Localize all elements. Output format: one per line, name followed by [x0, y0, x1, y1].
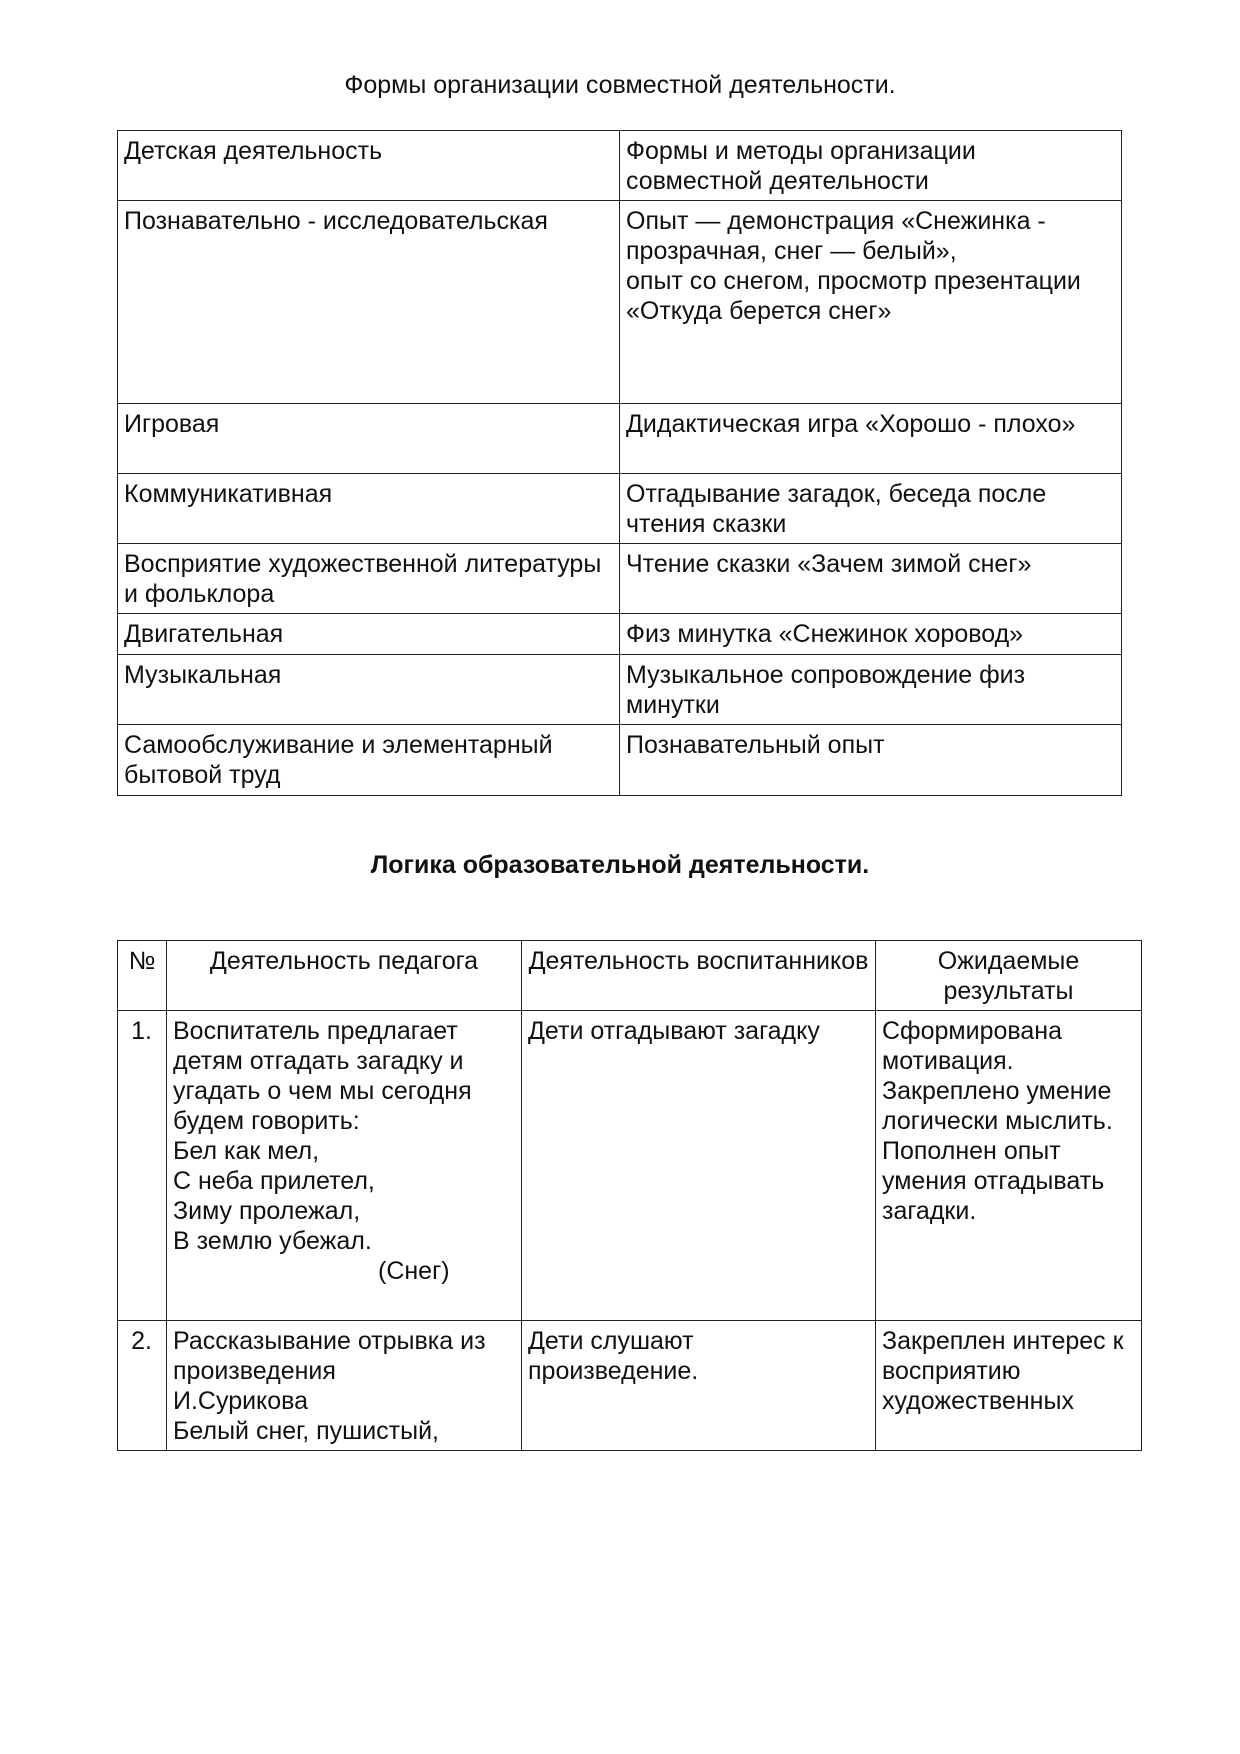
table-header-row [118, 131, 1122, 201]
row-number: 1. [118, 1011, 167, 1321]
activity-cell: Игровая [118, 404, 620, 474]
header-cell: Деятельность воспитанников [522, 941, 876, 1011]
activity-cell: Музыкальная [118, 655, 620, 725]
methods-cell: Чтение сказки «Зачем зимой снег» [620, 544, 1122, 614]
table-row [118, 544, 1122, 614]
activity-cell: Восприятие художественной литературы и фольклора [118, 544, 620, 614]
methods-cell: Физ минутка «Снежинок хоровод» [620, 614, 1122, 655]
expected-results-cell: Сформирована мотивация. Закреплено умение логически мыслить. Пополнен опыт умения отгадывать загадки. [876, 1011, 1142, 1321]
methods-cell: Познавательный опыт [620, 725, 1122, 796]
teacher-text: Воспитатель предлагает детям отгадать загадку и угадать о чем мы сегодня будем говорить: Бел как мел, С неба прилетел, Зиму пролежал, В землю убежал. [173, 1017, 472, 1255]
educational-logic-table [117, 940, 1142, 1451]
expected-results-cell: Закреплен интерес к восприятию художественных [876, 1321, 1142, 1451]
activity-cell: Двигательная [118, 614, 620, 655]
teacher-activity-cell [167, 1011, 522, 1321]
children-activity-cell: Дети отгадывают загадку [522, 1011, 876, 1321]
table-row [118, 474, 1122, 544]
teacher-activity-cell: Рассказывание отрывка из произведения И.Сурикова Белый снег, пушистый, [167, 1321, 522, 1451]
table-row [118, 1011, 1142, 1321]
children-activity-cell: Дети слушают произведение. [522, 1321, 876, 1451]
table-row [118, 614, 1122, 655]
methods-cell: Музыкальное сопровождение физ минутки [620, 655, 1122, 725]
joint-activity-forms-table [117, 130, 1122, 796]
header-cell: Ожидаемые результаты [876, 941, 1142, 1011]
table-header-row [118, 941, 1142, 1011]
table-row [118, 404, 1122, 474]
table2-title: Логика образовательной деятельности. [370, 851, 870, 879]
table-row [118, 201, 1122, 404]
methods-cell: Отгадывание загадок, беседа после чтения сказки [620, 474, 1122, 544]
row-number: 2. [118, 1321, 167, 1451]
table-row [118, 725, 1122, 796]
methods-cell: Опыт — демонстрация «Снежинка - прозрачная, снег — белый», опыт со снегом, просмотр презентации «Откуда берется снег» [620, 201, 1122, 404]
table-row [118, 1321, 1142, 1451]
header-cell: № [118, 941, 167, 1011]
header-cell: Формы и методы организации совместной деятельности [620, 131, 1122, 201]
table-row [118, 655, 1122, 725]
header-cell: Деятельность педагога [167, 941, 522, 1011]
activity-cell: Познавательно - исследовательская [118, 201, 620, 404]
header-cell: Детская деятельность [118, 131, 620, 201]
methods-cell: Дидактическая игра «Хорошо - плохо» [620, 404, 1122, 474]
table1-title: Формы организации совместной деятельности. [344, 71, 896, 99]
activity-cell: Коммуникативная [118, 474, 620, 544]
activity-cell: Самообслуживание и элементарный бытовой труд [118, 725, 620, 796]
riddle-answer: (Снег) [378, 1257, 450, 1285]
